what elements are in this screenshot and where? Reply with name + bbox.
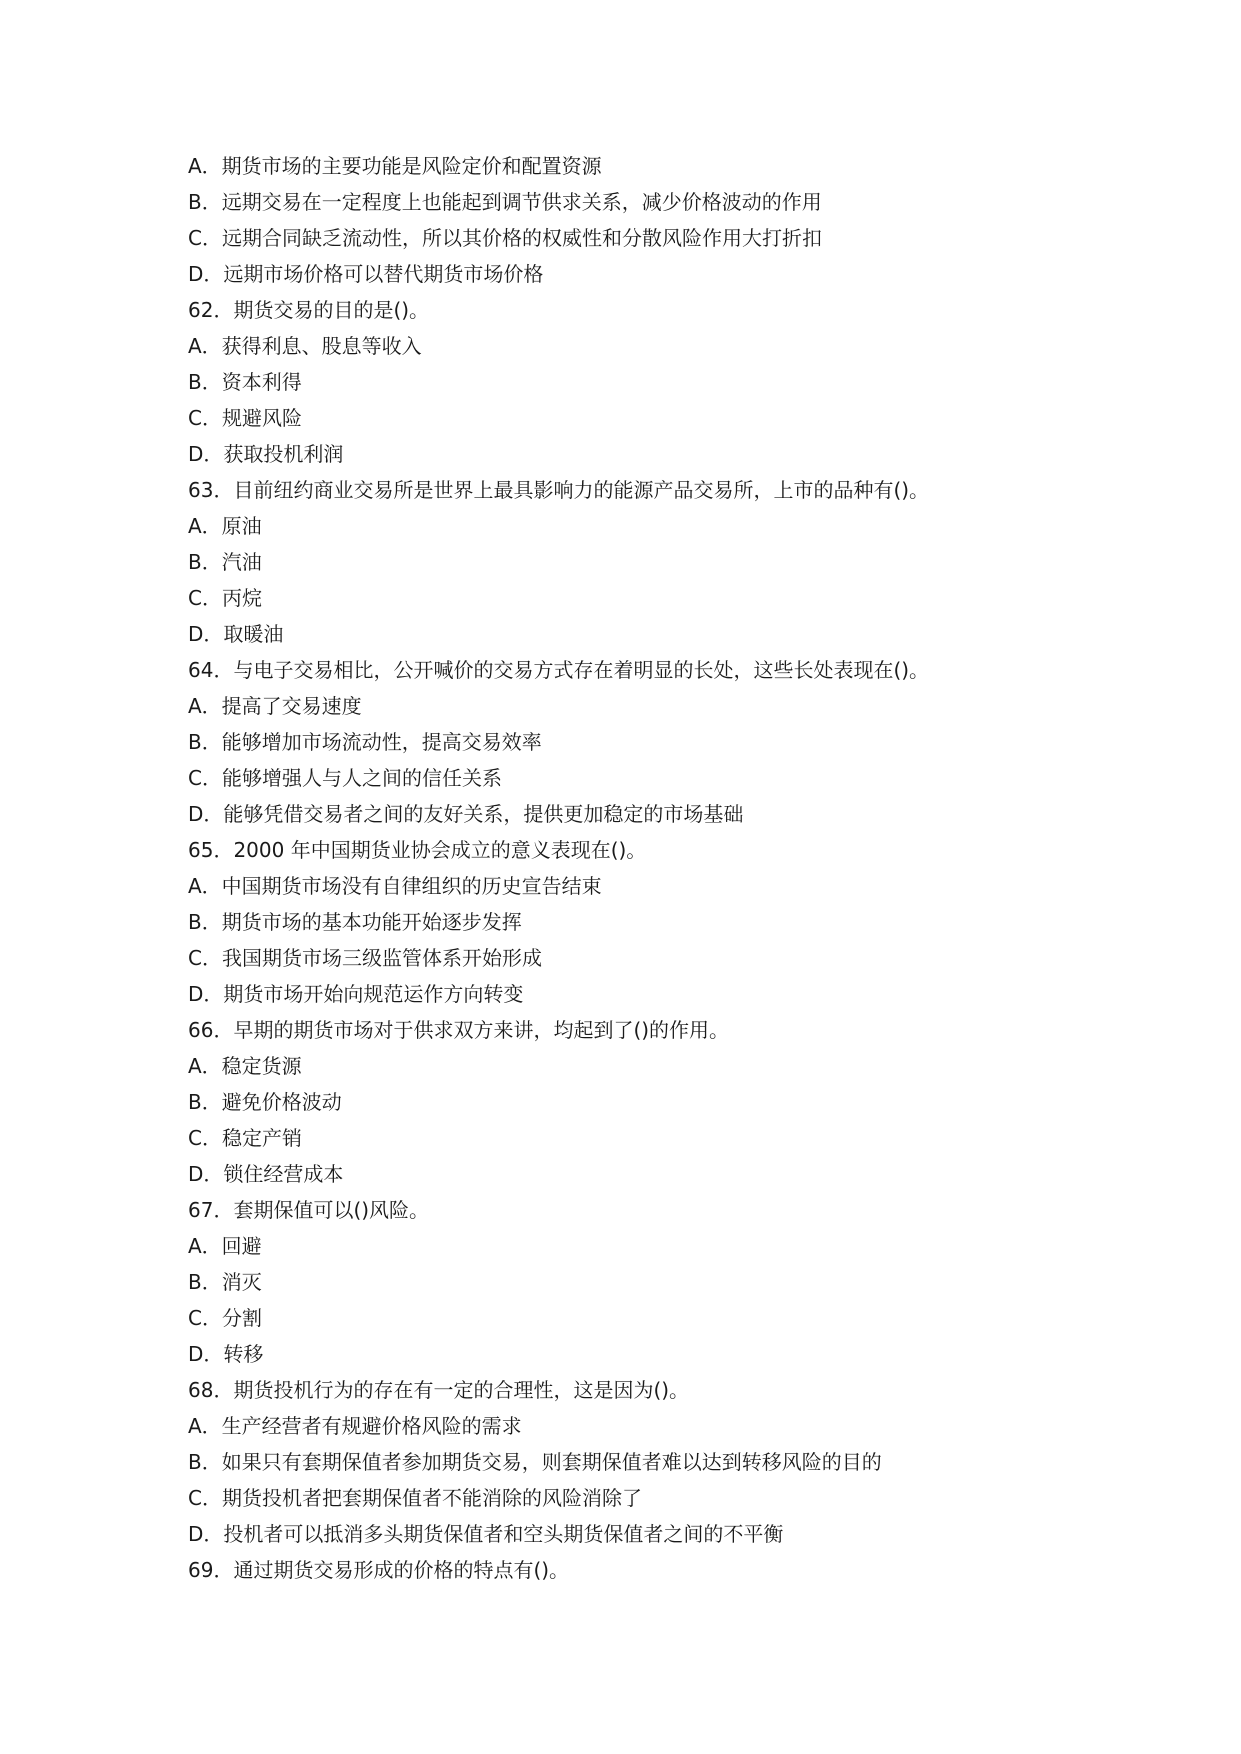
option-line: B．能够增加市场流动性，提高交易效率 xyxy=(188,730,542,754)
option-line: A．中国期货市场没有自律组织的历史宣告结束 xyxy=(188,874,602,898)
question-line: 66．早期的期货市场对于供求双方来讲，均起到了()的作用。 xyxy=(188,1018,730,1042)
option-line: B．避免价格波动 xyxy=(188,1090,342,1114)
option-line: A．生产经营者有规避价格风险的需求 xyxy=(188,1414,522,1438)
question-text-block xyxy=(188,148,1088,1588)
option-line: B．汽油 xyxy=(188,550,262,574)
option-line: C．能够增强人与人之间的信任关系 xyxy=(188,766,502,790)
option-line: C．规避风险 xyxy=(188,406,302,430)
option-line: A．提高了交易速度 xyxy=(188,694,362,718)
option-line: A．回避 xyxy=(188,1234,262,1258)
option-line: D．锁住经营成本 xyxy=(188,1162,344,1186)
option-line: D．获取投机利润 xyxy=(188,442,344,466)
option-line: B．期货市场的基本功能开始逐步发挥 xyxy=(188,910,522,934)
option-line: B．消灭 xyxy=(188,1270,262,1294)
option-line: D．远期市场价格可以替代期货市场价格 xyxy=(188,262,544,286)
option-line: C．分割 xyxy=(188,1306,262,1330)
option-line: B．如果只有套期保值者参加期货交易，则套期保值者难以达到转移风险的目的 xyxy=(188,1450,882,1474)
option-line: C．远期合同缺乏流动性，所以其价格的权威性和分散风险作用大打折扣 xyxy=(188,226,822,250)
question-line: 68．期货投机行为的存在有一定的合理性，这是因为()。 xyxy=(188,1378,690,1402)
option-line: B．远期交易在一定程度上也能起到调节供求关系，减少价格波动的作用 xyxy=(188,190,822,214)
option-line: C．期货投机者把套期保值者不能消除的风险消除了 xyxy=(188,1486,642,1510)
question-line: 69．通过期货交易形成的价格的特点有()。 xyxy=(188,1558,570,1582)
question-line: 63．目前纽约商业交易所是世界上最具影响力的能源产品交易所，上市的品种有()。 xyxy=(188,478,930,502)
question-line: 64．与电子交易相比，公开喊价的交易方式存在着明显的长处，这些长处表现在()。 xyxy=(188,658,930,682)
option-line: A．获得利息、股息等收入 xyxy=(188,334,422,358)
option-line: B．资本利得 xyxy=(188,370,302,394)
question-line: 67．套期保值可以()风险。 xyxy=(188,1198,430,1222)
option-line: D．转移 xyxy=(188,1342,264,1366)
option-line: C．我国期货市场三级监管体系开始形成 xyxy=(188,946,542,970)
option-line: A．期货市场的主要功能是风险定价和配置资源 xyxy=(188,154,602,178)
option-line: A．稳定货源 xyxy=(188,1054,302,1078)
option-line: D．投机者可以抵消多头期货保值者和空头期货保值者之间的不平衡 xyxy=(188,1522,784,1546)
question-line: 62．期货交易的目的是()。 xyxy=(188,298,430,322)
option-line: D．能够凭借交易者之间的友好关系，提供更加稳定的市场基础 xyxy=(188,802,744,826)
option-line: D．取暖油 xyxy=(188,622,284,646)
option-line: A．原油 xyxy=(188,514,262,538)
option-line: C．丙烷 xyxy=(188,586,262,610)
question-line: 65．2000 年中国期货业协会成立的意义表现在()。 xyxy=(188,838,647,862)
option-line: C．稳定产销 xyxy=(188,1126,302,1150)
option-line: D．期货市场开始向规范运作方向转变 xyxy=(188,982,524,1006)
